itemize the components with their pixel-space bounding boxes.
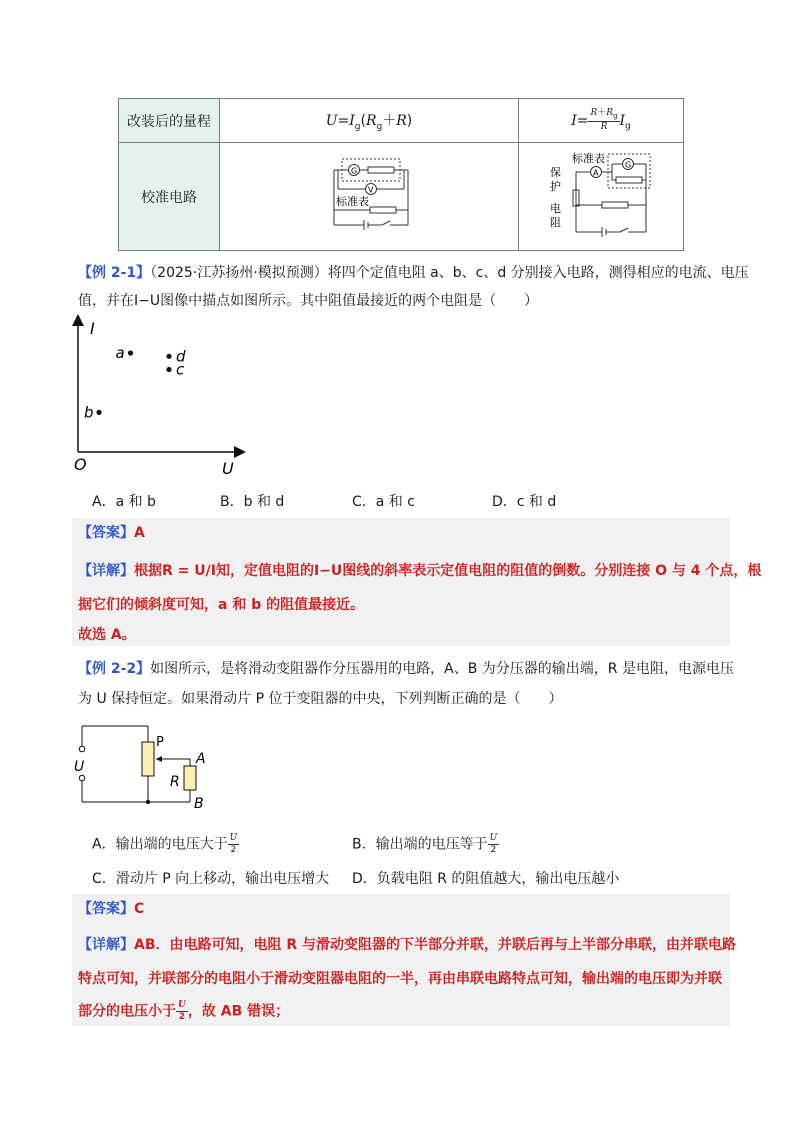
range-table <box>118 98 684 251</box>
ex1-detail-line2: 据它们的倾斜度可知，a 和 b 的阻值最接近。 <box>78 597 365 613</box>
ex2-detail-line2: 特点可知，并联部分的电阻小于滑动变阻器电阻的一半，再由串联电路特点可知，输出端的电压即为并联 <box>78 971 722 987</box>
svg-text:A: A <box>593 168 599 177</box>
ex2-option-d[interactable]: D．负载电阻 R 的阻值越大，输出电压越小 <box>352 871 620 887</box>
x-axis-label: U <box>222 459 234 478</box>
ex2-detail-line3: 部分的电压小于 $\frac{U}{2}$ ，故 AB 错误； <box>78 1000 290 1022</box>
ex1-question-line2: 值，并在I−U图像中描点如图所示。其中阻值最接近的两个电阻是（ ） <box>78 293 539 309</box>
ex2-question-line1: 【例 2-2】如图所示，是将滑动变阻器作分压器用的电路，A、B 为分压器的输出端，R 是电阻，电源电压 <box>78 661 734 677</box>
ex1-answer: 【答案】A <box>78 525 145 541</box>
svg-text:标准表: 标准表 <box>572 151 605 165</box>
point-a <box>128 350 133 355</box>
iu-graph <box>60 312 260 482</box>
svg-text:G: G <box>625 160 632 169</box>
rheostat <box>142 742 154 776</box>
point-label-b: b <box>84 403 94 422</box>
divider-circuit-diagram <box>70 718 220 810</box>
svg-text:阻: 阻 <box>550 215 561 229</box>
ex2-option-a[interactable]: A．输出端的电压大于 $\frac{U}{2}$ <box>92 833 238 855</box>
point-c <box>166 367 171 372</box>
terminal-b-label: B <box>194 796 204 810</box>
origin-label: O <box>74 455 87 474</box>
ex1-answer-block <box>72 518 730 646</box>
ex1-option-b[interactable]: B．b 和 d <box>220 494 285 510</box>
point-d <box>166 354 171 359</box>
svg-text:护: 护 <box>550 179 561 193</box>
ex1-option-d[interactable]: D．c 和 d <box>492 494 557 510</box>
ex2-option-b[interactable]: B．输出端的电压等于 $\frac{U}{2}$ <box>352 833 498 855</box>
formula-voltmeter: $U=I_g(R_g+R)$ <box>220 99 519 143</box>
ammeter-calibration-circuit <box>519 143 684 251</box>
row-label-range: 改装后的量程 <box>119 99 220 143</box>
resistor-r-label: R <box>170 774 180 790</box>
point-b <box>96 410 101 415</box>
ex1-question-line1: 【例 2-1】（2025·江苏扬州·模拟预测）将四个定值电阻 a、b、c、d 分别接入电路，测得相应的电流、电压 <box>78 265 749 281</box>
ammeter-circuit-diagram <box>546 150 656 240</box>
row-label-calibration: 校准电路 <box>119 143 220 251</box>
source-voltage-label: U <box>74 759 85 775</box>
point-label-d: d <box>176 347 186 366</box>
slider-p-label: P <box>156 735 164 750</box>
ex1-detail-line3: 故选 A。 <box>78 627 136 643</box>
ex1-option-c[interactable]: C．a 和 c <box>352 494 415 510</box>
svg-text:保: 保 <box>550 165 561 179</box>
ex1-detail-line1: 【详解】根据R = U/I知，定值电阻的I−U图线的斜率表示定值电阻的阻值的倒数。分别连接 O 与 4 个点，根 <box>78 563 762 579</box>
voltmeter-calibration-circuit <box>220 143 519 251</box>
svg-text:G: G <box>351 166 358 175</box>
voltmeter-circuit-diagram <box>324 155 414 235</box>
ex2-detail-line1: 【详解】AB．由电路可知，电阻 R 与滑动变阻器的下半部分并联，并联后再与上半部分串联，由并联电路 <box>78 937 737 953</box>
svg-text:标准表: 标准表 <box>336 194 369 208</box>
ex1-option-a[interactable]: A．a 和 b <box>92 494 156 510</box>
svg-text:电: 电 <box>550 201 561 215</box>
y-axis-label: I <box>90 319 95 338</box>
svg-text:V: V <box>368 185 374 194</box>
load-resistor <box>184 766 196 790</box>
ex2-answer: 【答案】C <box>78 901 145 917</box>
point-label-c: c <box>176 360 185 379</box>
point-label-a: a <box>115 344 125 362</box>
formula-ammeter: I= $\frac{R+R_g}{R}$ $I_g$ <box>519 99 684 143</box>
ex2-option-c[interactable]: C．滑动片 P 向上移动，输出电压增大 <box>92 871 330 887</box>
ex2-question-line2: 为 U 保持恒定。如果滑动片 P 位于变阻器的中央，下列判断正确的是（ ） <box>78 691 563 707</box>
terminal-a-label: A <box>196 751 206 767</box>
